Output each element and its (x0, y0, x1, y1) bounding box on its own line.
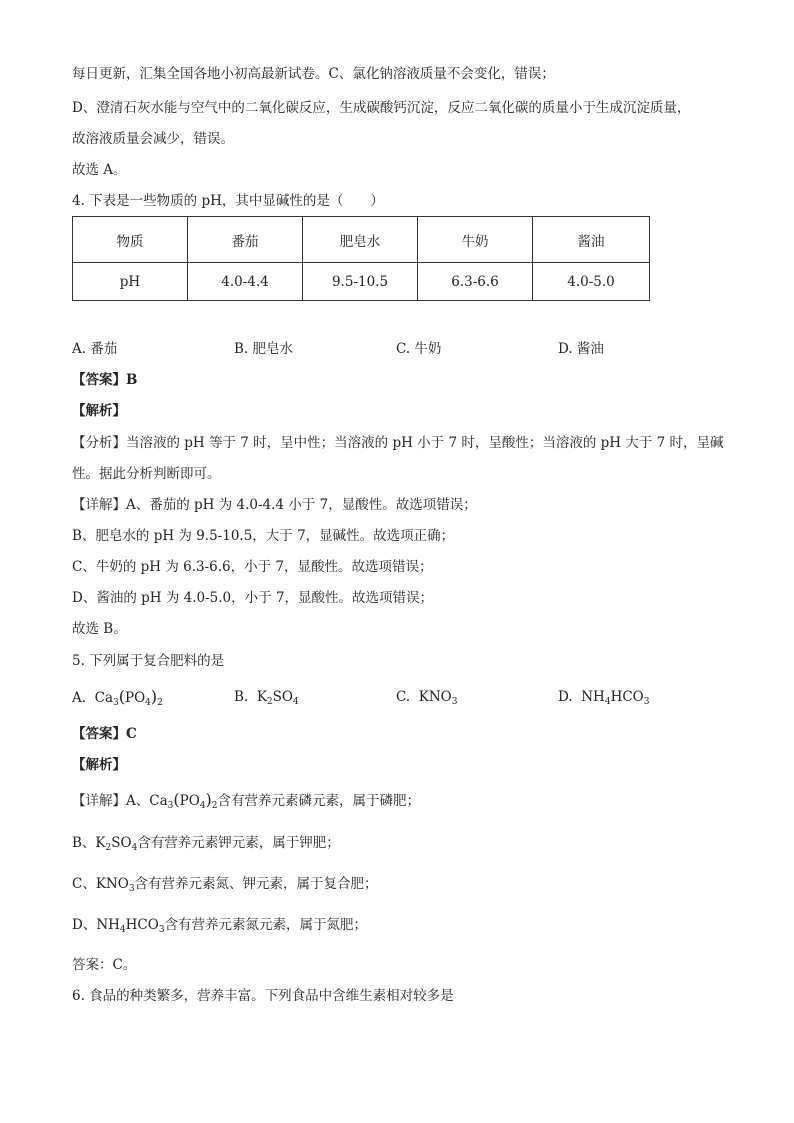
q5-detail-a: 【详解】A、$Ca_3(PO_4)_2$含有营养元素磷元素，属于磷肥； (72, 790, 420, 811)
q4-detail: D、酱油的 pH 为 4.0-5.0，小于 7，显酸性。故选项错误； (72, 590, 433, 606)
q5-conclusion: 答案：C。 (72, 957, 137, 973)
q5-detail-d: D、$NH_4HCO_3$含有营养元素氮元素，属于氮肥； (72, 917, 368, 935)
formula-nh4hco3: $NH_4HCO_3$ (581, 689, 650, 707)
question-6-stem: 6. 食品的种类繁多，营养丰富。下列食品中含维生素相对较多是 (72, 988, 454, 1004)
table-cell: 9.5-10.5 (303, 263, 418, 301)
q4-option-c: C. 牛奶 (396, 341, 442, 357)
q4-option-d: D. 酱油 (558, 341, 604, 357)
formula-k2so4: $K_2SO_4$ (256, 689, 299, 707)
q4-analysis: 【分析】当溶液的 pH 等于 7 时，呈中性；当溶液的 pH 小于 7 时，呈酸性；当溶液的 pH 大于 7 时，呈碱 (72, 435, 724, 451)
table-cell: pH (73, 263, 188, 301)
q4-option-a: A. 番茄 (72, 341, 118, 357)
q4-detail: 【详解】A、番茄的 pH 为 4.0-4.4 小于 7，显酸性。故选项错误； (72, 497, 477, 513)
q5-option-b: B. $K_2SO_4$ (234, 689, 299, 707)
text-line: 故选 A。 (72, 162, 127, 178)
table-cell: 物质 (73, 217, 188, 263)
text-line: 每日更新，汇集全国各地小初高最新试卷。C、氯化钠溶液质量不会变化，错误； (72, 66, 555, 82)
table-cell: 肥皂水 (303, 217, 418, 263)
ph-table (72, 216, 650, 301)
q5-option-d: D. $NH_4HCO_3$ (558, 689, 650, 707)
question-4-stem: 4. 下表是一些物质的 pH，其中显碱性的是（ ） (72, 193, 384, 209)
q4-answer: 【答案】B (72, 372, 138, 388)
table-row (73, 263, 650, 301)
table-cell: 6.3-6.6 (418, 263, 533, 301)
q4-detail: B、肥皂水的 pH 为 9.5-10.5，大于 7，显碱性。故选项正确； (72, 528, 455, 544)
table-header-row (73, 217, 650, 263)
table-cell: 番茄 (188, 217, 303, 263)
q4-detail: C、牛奶的 pH 为 6.3-6.6，小于 7，显酸性。故选项错误； (72, 559, 433, 575)
question-5-stem: 5. 下列属于复合肥料的是 (72, 653, 225, 669)
q5-detail-c: C、$KNO_3$含有营养元素氮、钾元素，属于复合肥； (72, 876, 378, 894)
q4-conclusion: 故选 B。 (72, 621, 127, 637)
q4-option-b: B. 肥皂水 (234, 341, 294, 357)
table-cell: 4.0-4.4 (188, 263, 303, 301)
text-line: D、澄清石灰水能与空气中的二氧化碳反应，生成碳酸钙沉淀，反应二氧化碳的质量小于生成沉淀质量， (72, 100, 691, 116)
formula-kno3: $KNO_3$ (418, 689, 458, 707)
table-cell: 牛奶 (418, 217, 533, 263)
table-cell: 酱油 (533, 217, 650, 263)
formula-ca3po42: $Ca_3(PO_4)_2$ (94, 687, 163, 708)
table-cell: 4.0-5.0 (533, 263, 650, 301)
q4-analysis: 性。据此分析判断即可。 (72, 466, 221, 482)
q4-analysis-heading: 【解析】 (72, 403, 126, 419)
q5-answer: 【答案】C (72, 726, 137, 742)
q5-analysis-heading: 【解析】 (72, 757, 126, 773)
q5-detail-b: B、$K_2SO_4$含有营养元素钾元素，属于钾肥； (72, 835, 340, 853)
q5-option-a: A. $Ca_3(PO_4)_2$ (72, 687, 163, 708)
q5-option-c: C. $KNO_3$ (396, 689, 458, 707)
text-line: 故溶液质量会减少，错误。 (72, 131, 234, 147)
